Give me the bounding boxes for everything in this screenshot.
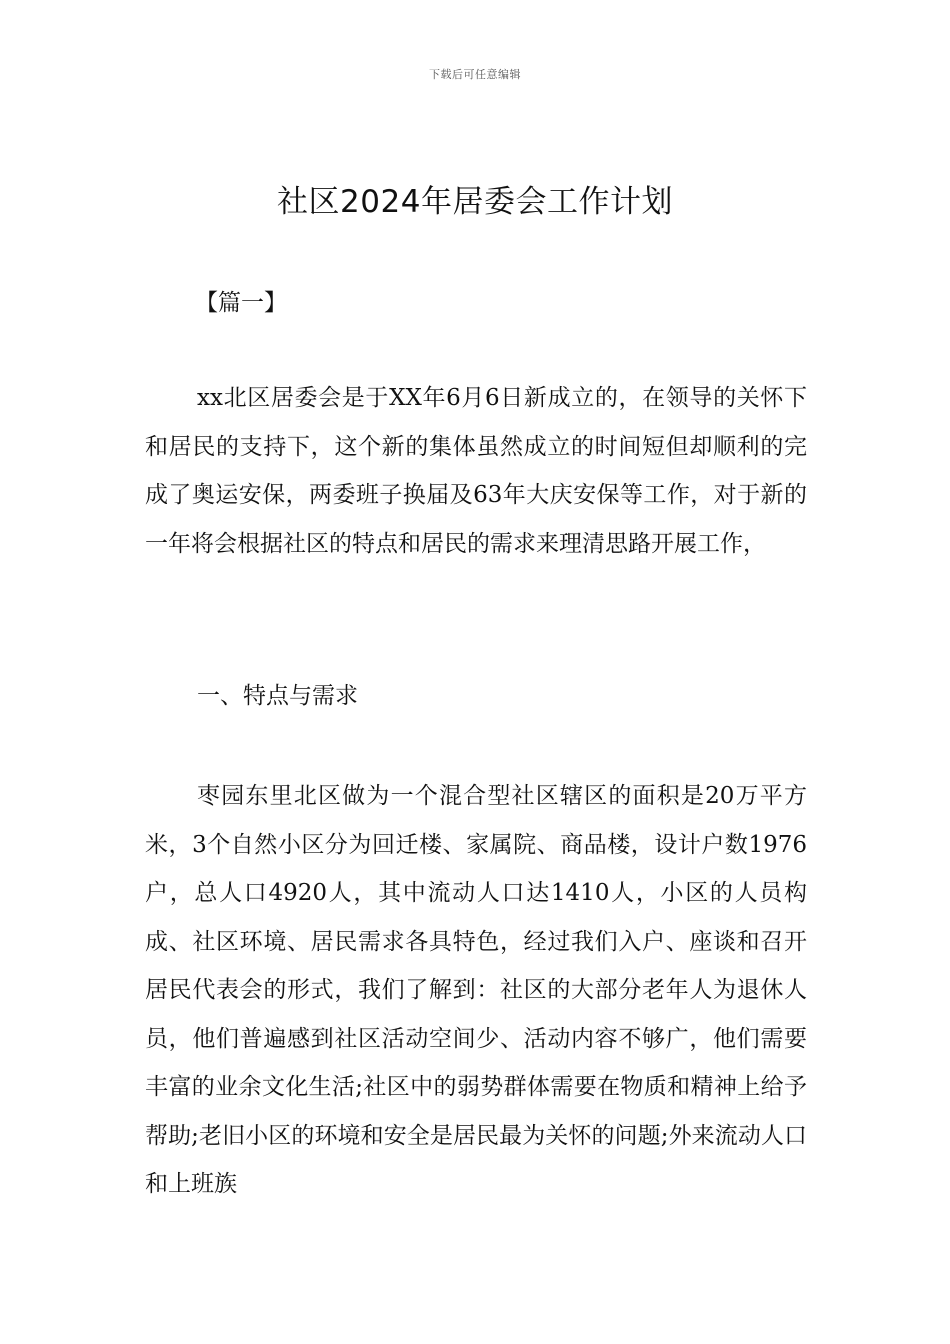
section-tag: 【篇一】 [195, 290, 287, 316]
header-note: 下载后可任意编辑 [429, 68, 521, 81]
section-heading: 一、特点与需求 [197, 683, 358, 709]
paragraph-intro: xx北区居委会是于XX年6月6日新成立的，在领导的关怀下和居民的支持下，这个新的集体虽然成立的时间短但却顺利的完成了奥运安保，两委班子换届及63年大庆安保等工作，对于新的一年将会根据社区的特点和居民的需求来理清思路开展工作， [145, 385, 807, 557]
document-title: 社区2024年居委会工作计划 [277, 184, 673, 220]
paragraph-features: 枣园东里北区做为一个混合型社区辖区的面积是20万平方米，3个自然小区分为回迁楼、家属院、商品楼，设计户数1976户，总人口4920人，其中流动人口达1410人，小区的人员构成、社区环境、居民需求各具特色，经过我们入户、座谈和召开居民代表会的形式，我们了解到：社区的大部分老年人为退休人员，他们普遍感到社区活动空间少、活动内容不够广，他们需要丰富的业余文化生活;社区中的弱势群体需要在物质和精神上给予帮助;老旧小区的环境和安全是居民最为关怀的问题;外来流动人口和上班族 [145, 783, 807, 1197]
